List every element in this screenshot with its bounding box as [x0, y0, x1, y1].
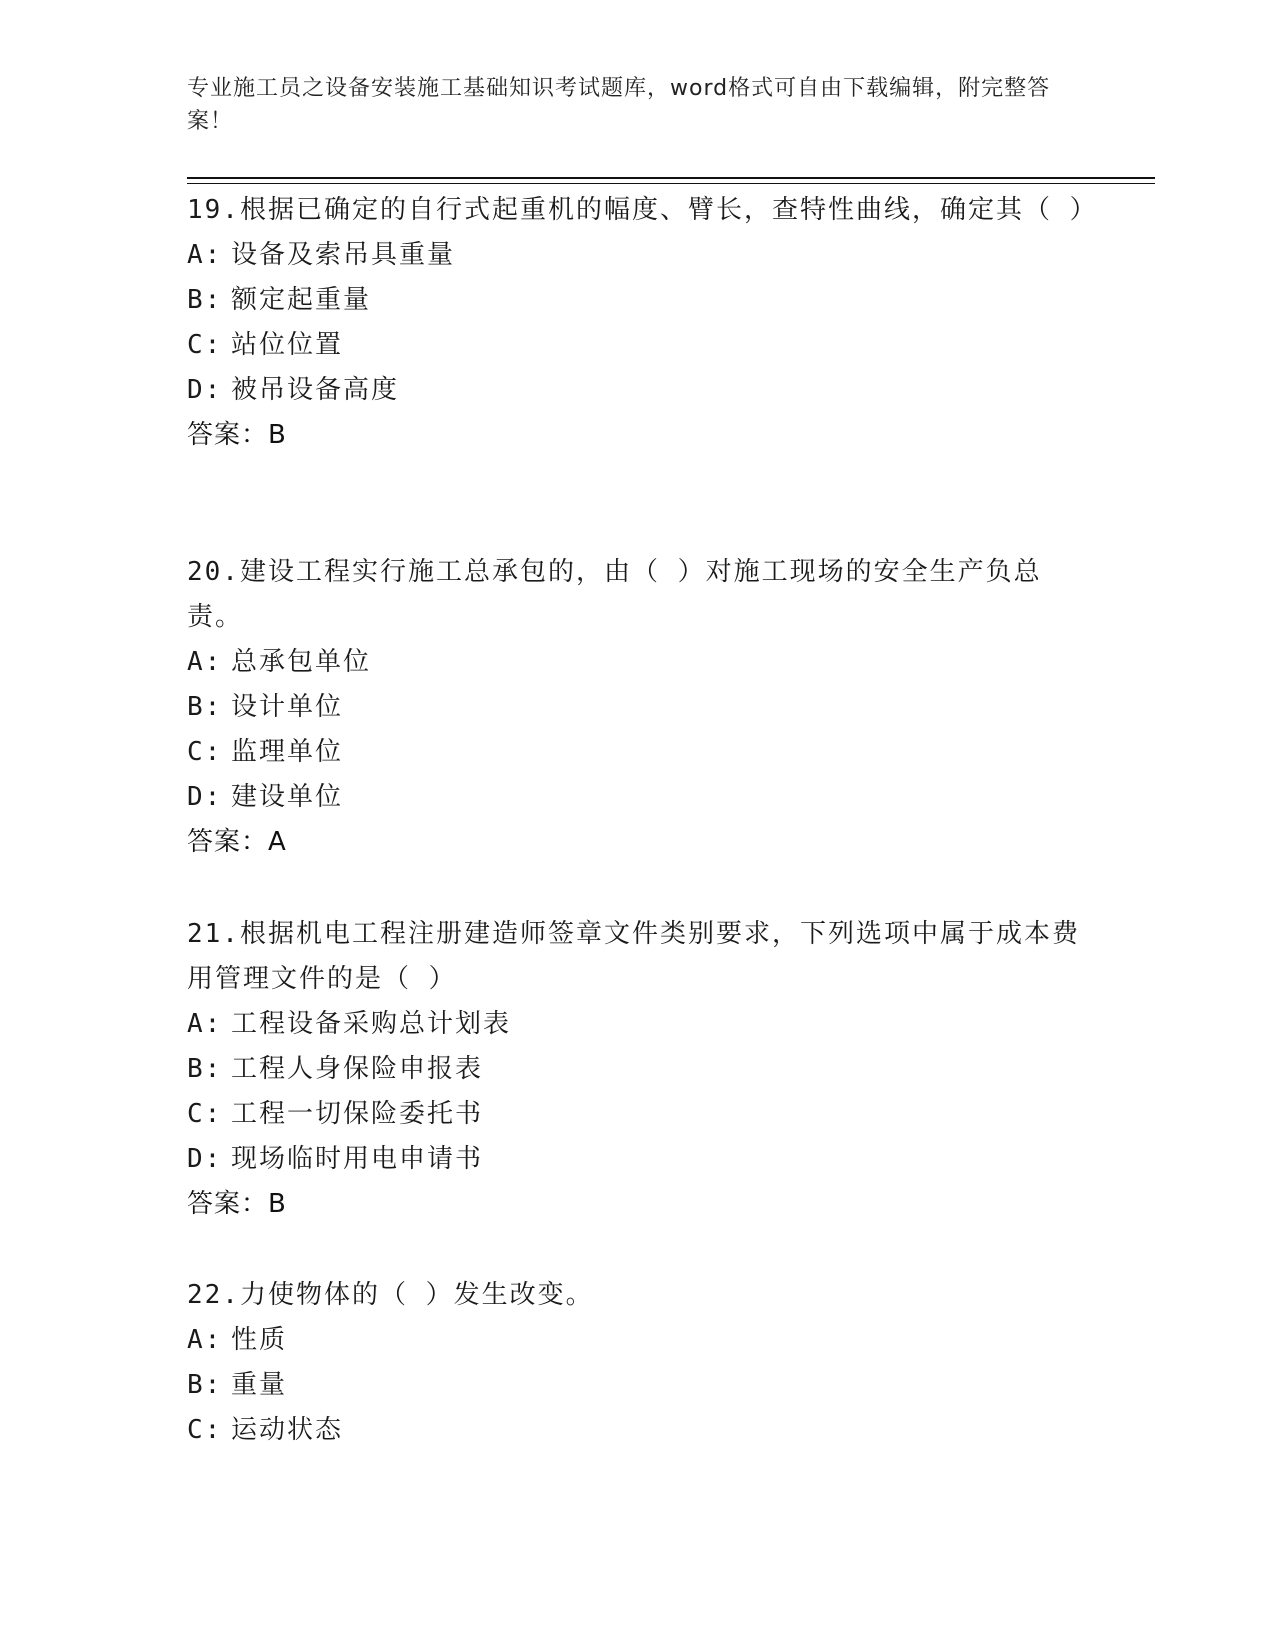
- option-text: 站位位置: [231, 330, 344, 360]
- option-key: C:: [187, 737, 223, 767]
- option-key: A:: [187, 1009, 223, 1039]
- option-key: C:: [187, 1415, 223, 1445]
- question-21: [187, 912, 1087, 1227]
- option-b: [187, 1047, 1087, 1092]
- option-key: D:: [187, 1144, 223, 1174]
- option-d: [187, 1137, 1087, 1182]
- question-20: [187, 550, 1087, 865]
- option-a: [187, 1318, 1087, 1363]
- option-b: [187, 1363, 1087, 1408]
- header-divider-thick: [187, 177, 1155, 179]
- question-stem: 20.建设工程实行施工总承包的，由（ ）对施工现场的安全生产负总责。: [187, 557, 1042, 632]
- option-b: [187, 685, 1087, 730]
- option-text: 总承包单位: [231, 647, 372, 677]
- option-text: 性质: [231, 1325, 288, 1355]
- option-key: B:: [187, 692, 223, 722]
- option-c: [187, 730, 1087, 775]
- option-d: [187, 368, 1087, 413]
- option-key: B:: [187, 1054, 223, 1084]
- question-22: [187, 1273, 1087, 1453]
- option-d: [187, 775, 1087, 820]
- option-a: [187, 640, 1087, 685]
- option-key: C:: [187, 330, 223, 360]
- option-key: C:: [187, 1099, 223, 1129]
- question-stem: 21.根据机电工程注册建造师签章文件类别要求，下列选项中属于成本费用管理文件的是（ ）: [187, 919, 1080, 994]
- answer: 答案：B: [187, 420, 287, 450]
- option-key: D:: [187, 375, 223, 405]
- answer: 答案：B: [187, 1189, 287, 1219]
- option-a: [187, 233, 1087, 278]
- option-c: [187, 1408, 1087, 1453]
- option-c: [187, 1092, 1087, 1137]
- option-key: B:: [187, 285, 223, 315]
- option-text: 设备及索吊具重量: [231, 240, 456, 270]
- option-text: 现场临时用电申请书: [231, 1144, 484, 1174]
- option-key: A:: [187, 240, 223, 270]
- option-text: 被吊设备高度: [231, 375, 400, 405]
- option-key: A:: [187, 1325, 223, 1355]
- option-c: [187, 323, 1087, 368]
- question-stem: 22.力使物体的（ ）发生改变。: [187, 1280, 594, 1310]
- question-19: [187, 188, 1098, 458]
- option-key: D:: [187, 782, 223, 812]
- option-text: 重量: [231, 1370, 288, 1400]
- option-key: A:: [187, 647, 223, 677]
- option-text: 监理单位: [231, 737, 344, 767]
- option-text: 工程一切保险委托书: [231, 1099, 484, 1129]
- option-text: 工程人身保险申报表: [231, 1054, 484, 1084]
- option-key: B:: [187, 1370, 223, 1400]
- header-divider-thin: [187, 183, 1155, 184]
- answer: 答案：A: [187, 827, 287, 857]
- option-text: 运动状态: [231, 1415, 344, 1445]
- question-stem: 19.根据已确定的自行式起重机的幅度、臂长，查特性曲线，确定其（ ）: [187, 195, 1098, 225]
- option-text: 建设单位: [231, 782, 344, 812]
- option-text: 设计单位: [231, 692, 344, 722]
- option-b: [187, 278, 1087, 323]
- document-header: 专业施工员之设备安装施工基础知识考试题库，word格式可自由下载编辑，附完整答案！: [187, 76, 1051, 134]
- option-text: 工程设备采购总计划表: [231, 1009, 512, 1039]
- option-a: [187, 1002, 1087, 1047]
- option-text: 额定起重量: [231, 285, 372, 315]
